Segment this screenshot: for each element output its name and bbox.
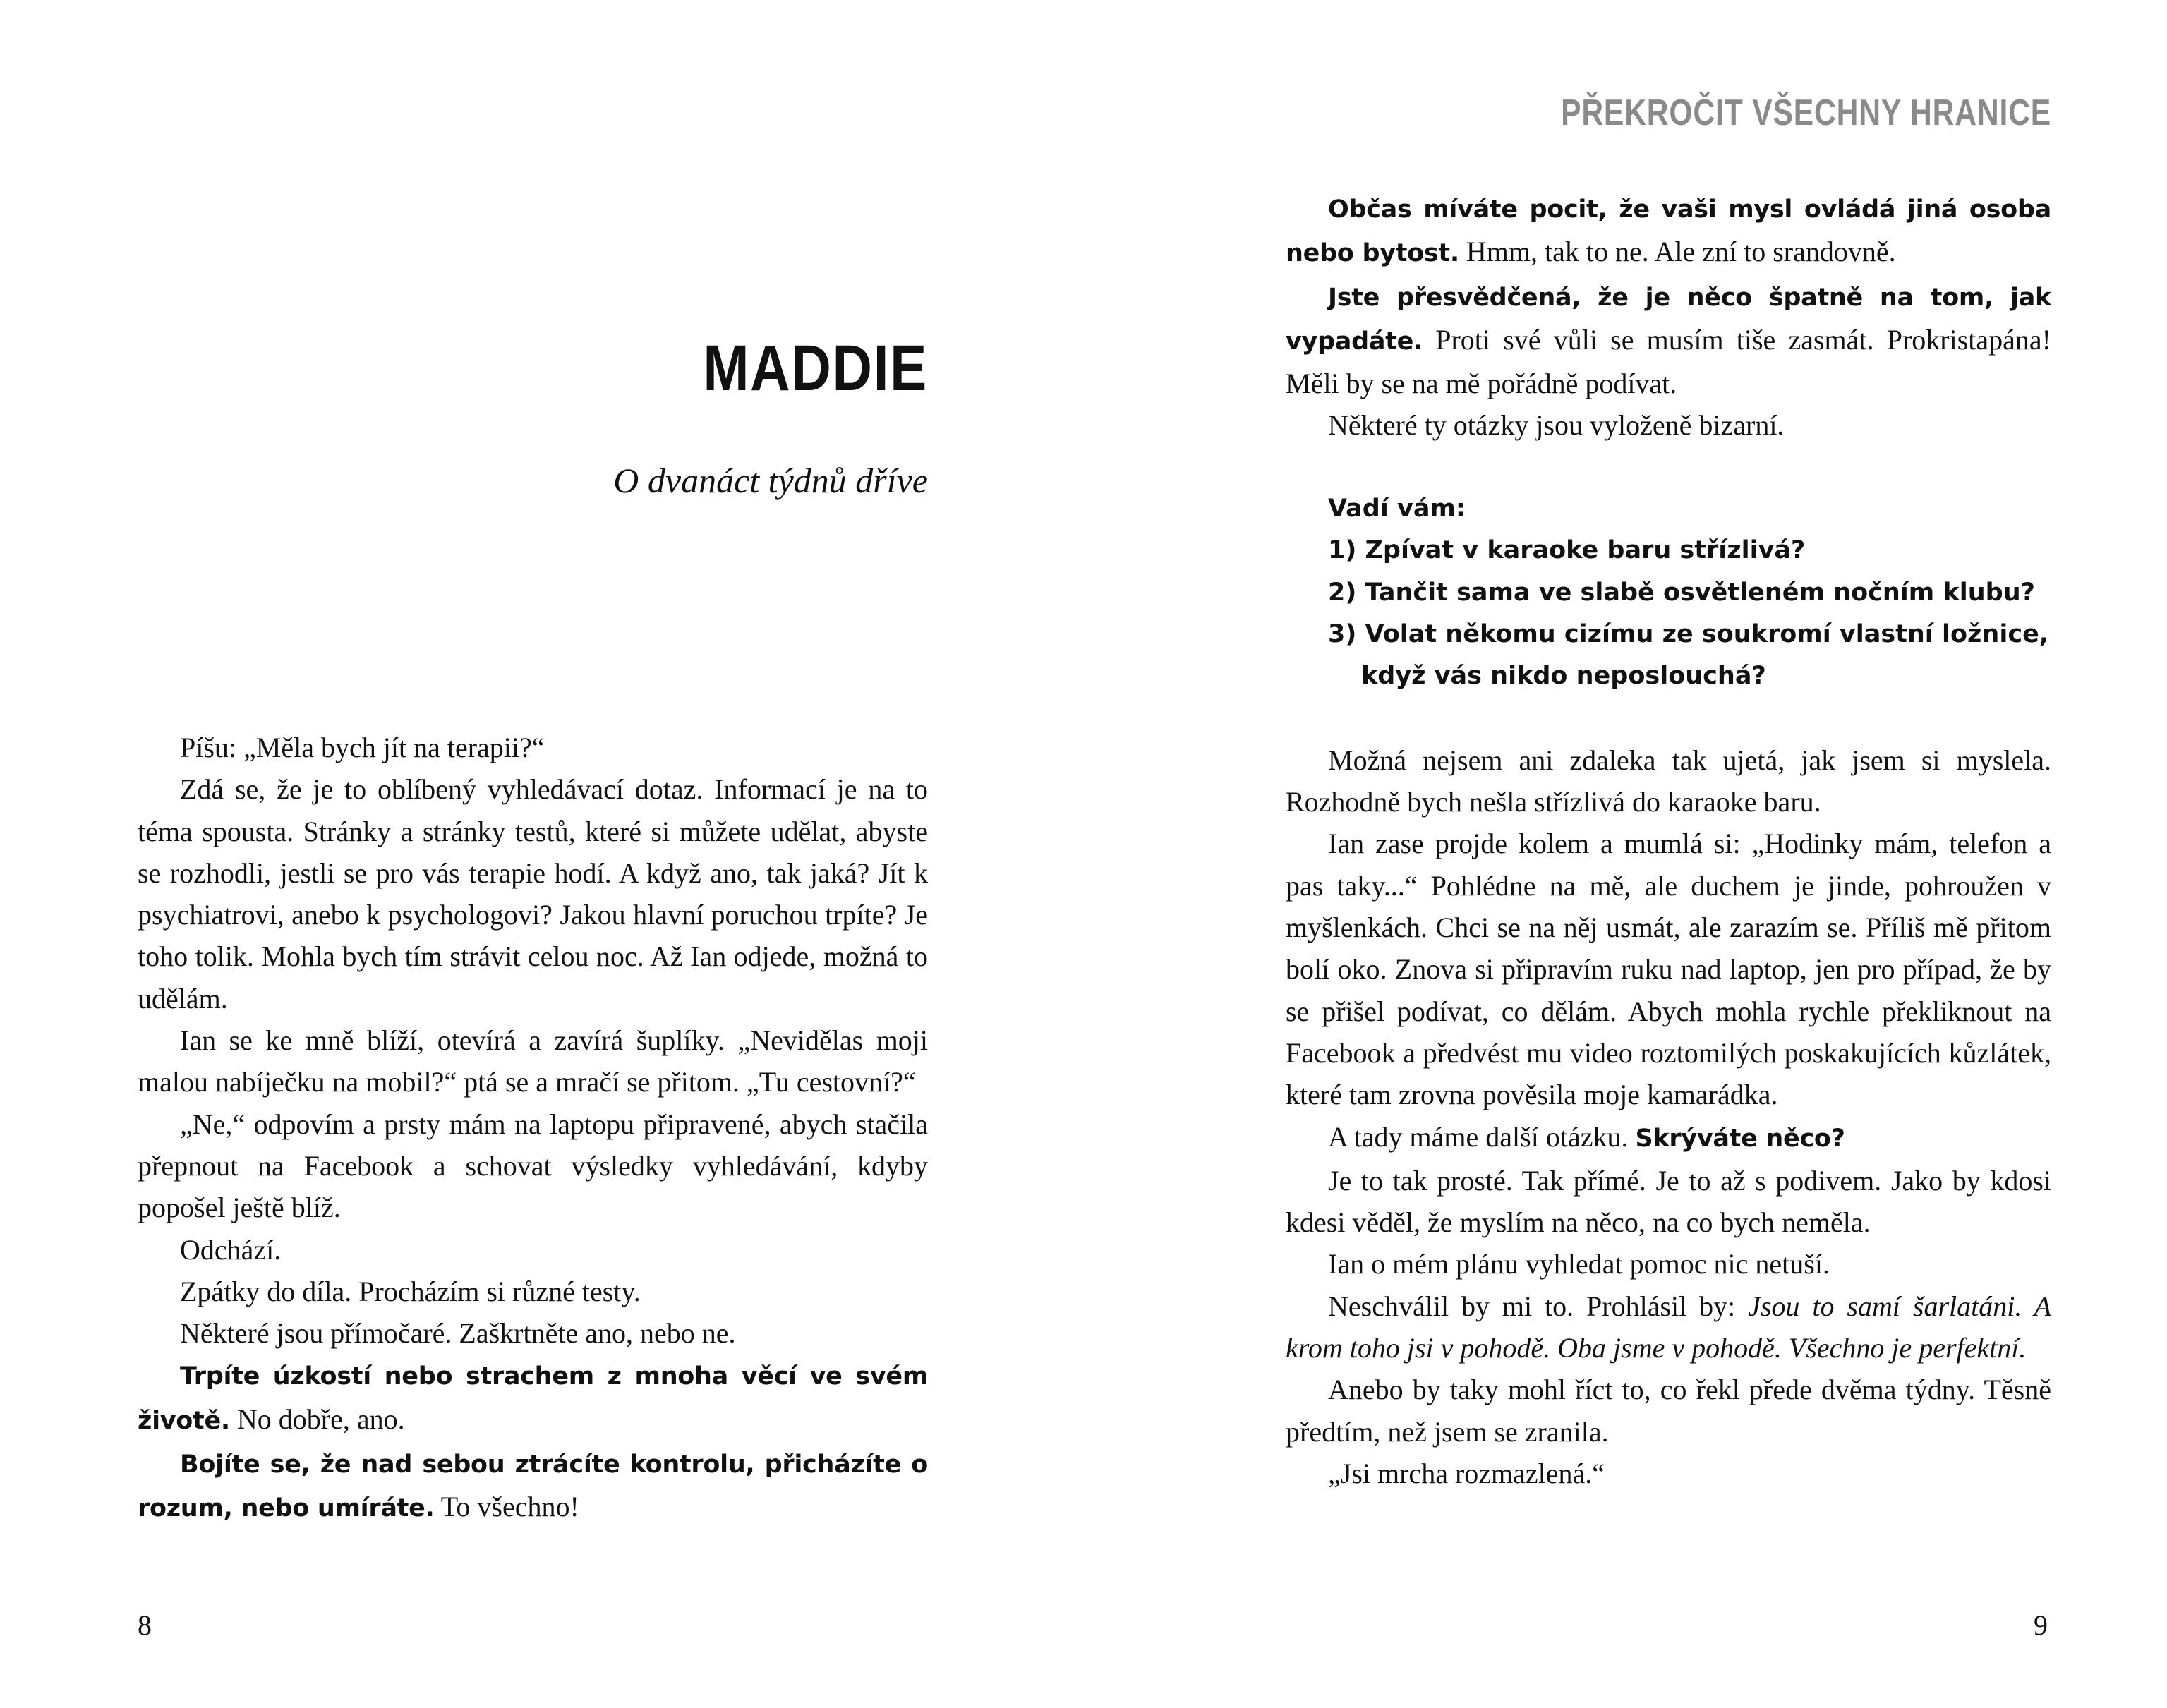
paragraph: Je to tak prosté. Tak přímé. Je to až s podivem. Jako by kdosi kdesi věděl, že myslím na něco, na co bych neměla.	[1286, 1164, 2051, 1239]
answer-text: No dobře, ano.	[229, 1403, 405, 1435]
left-page	[0, 0, 1083, 1708]
answer-text: Proti své vůli se musím tiše zasmát. Prokristapána! Měli by se na mě pořádně podívat.	[1286, 323, 2051, 400]
paragraph	[1286, 275, 2051, 405]
paragraph	[138, 1354, 928, 1442]
paragraph	[1286, 1116, 2051, 1160]
paragraph: Ian se ke mně blíží, otevírá a zavírá šuplíky. „Nevidělas moji malou nabíječku na mobil?“ ptá se a mračí se přitom. „Tu cestovní?“	[138, 1024, 928, 1098]
paragraph	[1286, 1285, 2051, 1369]
quiz-block	[1286, 488, 2051, 697]
lead-text: A tady máme další otázku.	[1328, 1120, 1636, 1153]
paragraph: Některé ty otázky jsou vyloženě bizarní.	[1328, 409, 1785, 442]
right-page	[1083, 0, 2167, 1708]
right-body-text	[1286, 187, 2051, 1494]
paragraph: Zdá se, že je to oblíbený vyhledávací dotaz. Informací je na to téma spousta. Stránky a stránky testů, které si můžete udělat, abyste se rozhodli, jestli se pro vás terapie hodí. A když ano, tak jaká? Jít k psychiatrovi, anebo k psychologovi? Jakou hlavní poruchou trpíte? Je toho tolik. Mohla bych tím strávit celou noc. Až Ian odjede, možná to udělám.	[138, 773, 928, 1014]
answer-text: To všechno!	[434, 1491, 579, 1523]
paragraph: „Ne,“ odpovím a prsty mám na laptopu připravené, abych stačila přepnout na Facebook a schovat výsledky vyhledávání, kdyby popošel ještě blíž.	[138, 1108, 928, 1224]
paragraph: Píšu: „Měla bych jít na terapii?“	[180, 732, 545, 763]
quiz-item: 1) Zpívat v karaoke baru střízlivá?	[1328, 536, 1806, 565]
paragraph: Možná nejsem ani zdaleka tak ujetá, jak jsem si myslela. Rozhodně bych nešla střízlivá do karaoke baru.	[1286, 744, 2051, 818]
paragraph: Odchází.	[180, 1233, 282, 1266]
paragraph: Ian o mém plánu vyhledat pomoc nic netuší.	[1328, 1248, 1830, 1280]
italic-quote: Jsou to samí šarlatáni. A krom toho jsi v pohodě. Oba jsme v pohodě. Všechno je perfektní.	[1286, 1290, 2052, 1364]
quiz-heading: Vadí vám:	[1328, 495, 1466, 523]
page-number: 9	[2034, 1609, 2048, 1641]
question-bold: Občas míváte pocit, že vaši mysl ovládá jiná osoba nebo bytost.	[1286, 195, 2051, 268]
paragraph	[1286, 187, 2051, 275]
paragraph	[138, 1442, 928, 1530]
left-body-text	[138, 727, 928, 1530]
paragraph: Ian zase projde kolem a mumlá si: „Hodinky mám, telefon a pas taky...“ Pohlédne na mě, ale duchem je jinde, pohroužen v myšlenkách. Chci se na něj usmát, ale zarazím se. Příliš mě přitom bolí oko. Znova si připravím ruku nad laptop, jen pro případ, že by se přišel podívat, co dělám. Abych mohla rychle překliknout na Facebook a předvést mu video roztomilých poskakujících kůzlátek, které tam zrovna pověsila moje kamarádka.	[1286, 828, 2051, 1111]
question-bold: Bojíte se, že nad sebou ztrácíte kontrolu, přicházíte o rozum, nebo umíráte.	[138, 1450, 928, 1523]
paragraph: Zpátky do díla. Procházím si různé testy.	[180, 1275, 641, 1307]
lead-text: Neschválil by mi to. Prohlásil by:	[1328, 1290, 1749, 1322]
paragraph: Některé jsou přímočaré. Zaškrtněte ano, nebo ne.	[180, 1317, 736, 1350]
question-bold: Skrýváte něco?	[1635, 1124, 1845, 1153]
quiz-item: 3) Volat někomu cizímu ze soukromí vlastní ložnice,	[1328, 619, 2049, 648]
quiz-item: 2) Tančit sama ve slabě osvětleném nočním klubu?	[1328, 578, 2035, 607]
paragraph: „Jsi mrcha rozmazlená.“	[1328, 1457, 1605, 1489]
page-number: 8	[138, 1609, 152, 1641]
running-head: PŘEKROČIT VŠECHNY HRANICE	[1561, 92, 2051, 133]
paragraph: Anebo by taky mohl říct to, co řekl přede dvěma týdny. Těsně předtím, než jsem se zranila.	[1286, 1374, 2051, 1448]
question-bold: Trpíte úzkostí nebo strachem z mnoha věcí ve svém životě.	[138, 1362, 928, 1435]
quiz-item-continuation: když vás nikdo neposlouchá?	[1361, 662, 1766, 691]
chapter-title: MADDIE	[703, 332, 928, 404]
answer-text: Hmm, tak to ne. Ale zní to srandovně.	[1459, 236, 1896, 268]
chapter-subtitle: O dvanáct týdnů dříve	[613, 461, 928, 500]
question-bold: Jste přesvědčená, že je něco špatně na tom, jak vypadáte.	[1286, 283, 2051, 356]
